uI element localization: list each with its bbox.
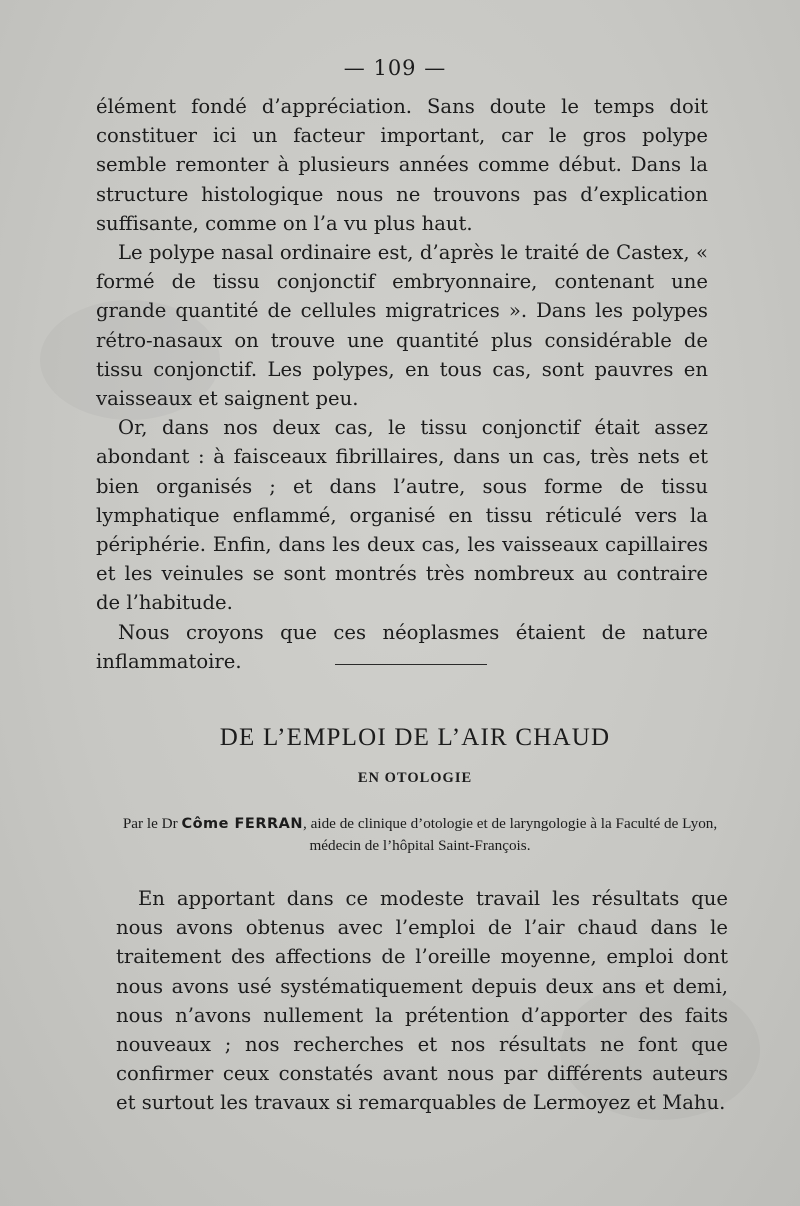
paragraph: élément fondé d’appréciation. Sans doute le temps doit constituer ici un facteur important, car le gros polype semble remonter à plusieurs années comme début. Dans la structure histologique nous ne trouvons pas d’explication suffisante, comme on l’a vu plus haut. (96, 95, 708, 235)
article-body (116, 884, 728, 1118)
paragraph: Or, dans nos deux cas, le tissu conjonctif était assez abondant : à faisceaux fibrillaires, dans un cas, très nets et bien organisés ; et dans l’autre, sous forme de tissu lymphatique enflammé, organisé en tissu réticulé vers la périphérie. Enfin, dans les deux cas, les vaisseaux capillaires et les veinules se sont montrés très nombreux au contraire de l’habitude. (96, 416, 708, 615)
author-name: Côme FERRAN (181, 816, 304, 832)
byline-affiliation: , aide de clinique d’otologie et de laryngologie à la Faculté de Lyon, médecin de l’hôpital Saint-François. (303, 815, 718, 854)
paragraph: Nous croyons que ces néoplasmes étaient de nature inflammatoire. (96, 620, 708, 673)
article-subtitle: EN OTOLOGIE (357, 770, 473, 786)
byline-prefix: Par le Dr (122, 815, 182, 832)
section-divider (335, 664, 487, 665)
paragraph: En apportant dans ce modeste travail les résultats que nous avons obtenus avec l’emploi de l’air chaud dans le traitement des affections de l’oreille moyenne, emploi dont nous avons usé systématiquement depuis deux ans et demi, nous n’avons nullement la prétention d’apporter des faits nouveaux ; nos recherches et nos résultats ne font que confirmer ceux constatés avant nous par différents auteurs et surtout les travaux si remarquables de Lermoyez et Mahu. (116, 887, 728, 1115)
article-title: DE L’EMPLOI DE L’AIR CHAUD (219, 724, 611, 751)
continued-text-block (96, 92, 708, 676)
paragraph: Le polype nasal ordinaire est, d’après le traité de Castex, « formé de tissu conjonctif embryonnaire, contenant une grande quantité de cellules migratrices ». Dans les polypes rétro-nasaux on trouve une quantité plus considérable de tissu conjonctif. Les polypes, en tous cas, sont pauvres en vaisseaux et saignent peu. (96, 241, 708, 411)
author-byline (115, 813, 725, 857)
page-number: — 109 — (343, 56, 447, 80)
